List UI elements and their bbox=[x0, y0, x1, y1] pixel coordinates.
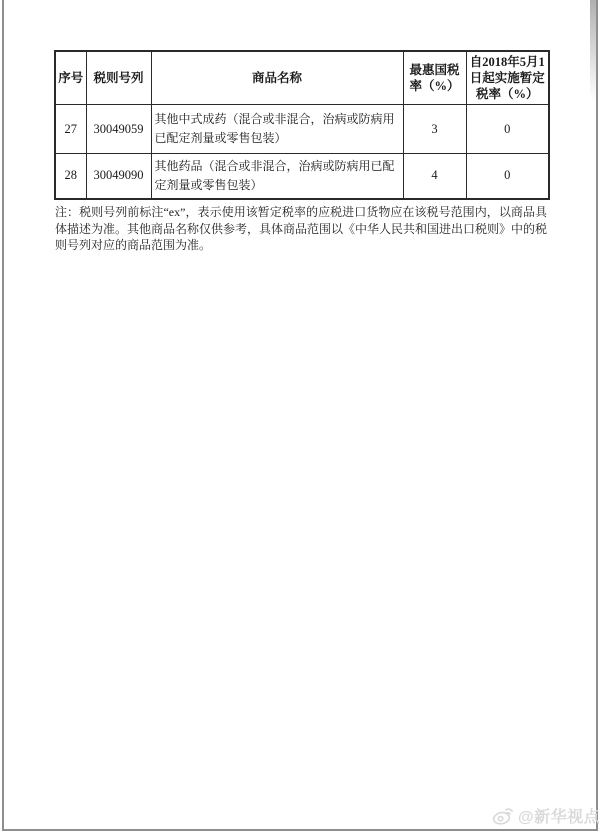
cell-provisional-rate: 0 bbox=[466, 154, 549, 199]
col-header-provisional-rate: 自2018年5月1日起实施暂定税率（%） bbox=[466, 51, 549, 105]
col-header-product-name: 商品名称 bbox=[151, 51, 403, 105]
col-header-seq: 序号 bbox=[55, 51, 86, 105]
scan-edge-right bbox=[596, 0, 598, 831]
cell-product-name: 其他中式成药（混合或非混合，治病或防病用已配定剂量或零售包装） bbox=[151, 105, 403, 154]
watermark-text: @新华视点 bbox=[518, 809, 600, 826]
col-header-tariff-code: 税则号列 bbox=[86, 51, 151, 105]
watermark bbox=[491, 804, 600, 827]
cell-tariff-code: 30049090 bbox=[86, 154, 151, 199]
table-row bbox=[55, 105, 549, 154]
footnote: 注：税则号列前标注“ex”，表示使用该暂定税率的应税进口货物应在该税号范围内，以商品具体描述为准。其他商品名称仅供参考，具体商品范围以《中华人民共和国进出口税则》中的税则号列对应的商品范围为准。 bbox=[55, 205, 548, 252]
table-header-row bbox=[55, 51, 549, 105]
cell-mfn-rate: 4 bbox=[403, 154, 466, 199]
col-header-mfn-rate: 最惠国税率（%） bbox=[403, 51, 466, 105]
cell-mfn-rate: 3 bbox=[403, 105, 466, 154]
cell-product-name: 其他药品（混合或非混合，治病或防病用已配定剂量或零售包装） bbox=[151, 154, 403, 199]
cell-provisional-rate: 0 bbox=[466, 105, 549, 154]
table-row bbox=[55, 154, 549, 199]
cell-seq: 27 bbox=[55, 105, 86, 154]
weibo-icon bbox=[491, 805, 515, 827]
tariff-table bbox=[54, 50, 550, 200]
cell-tariff-code: 30049059 bbox=[86, 105, 151, 154]
scan-edge-left bbox=[2, 0, 4, 831]
scan-edge-bottom bbox=[2, 829, 598, 831]
cell-seq: 28 bbox=[55, 154, 86, 199]
